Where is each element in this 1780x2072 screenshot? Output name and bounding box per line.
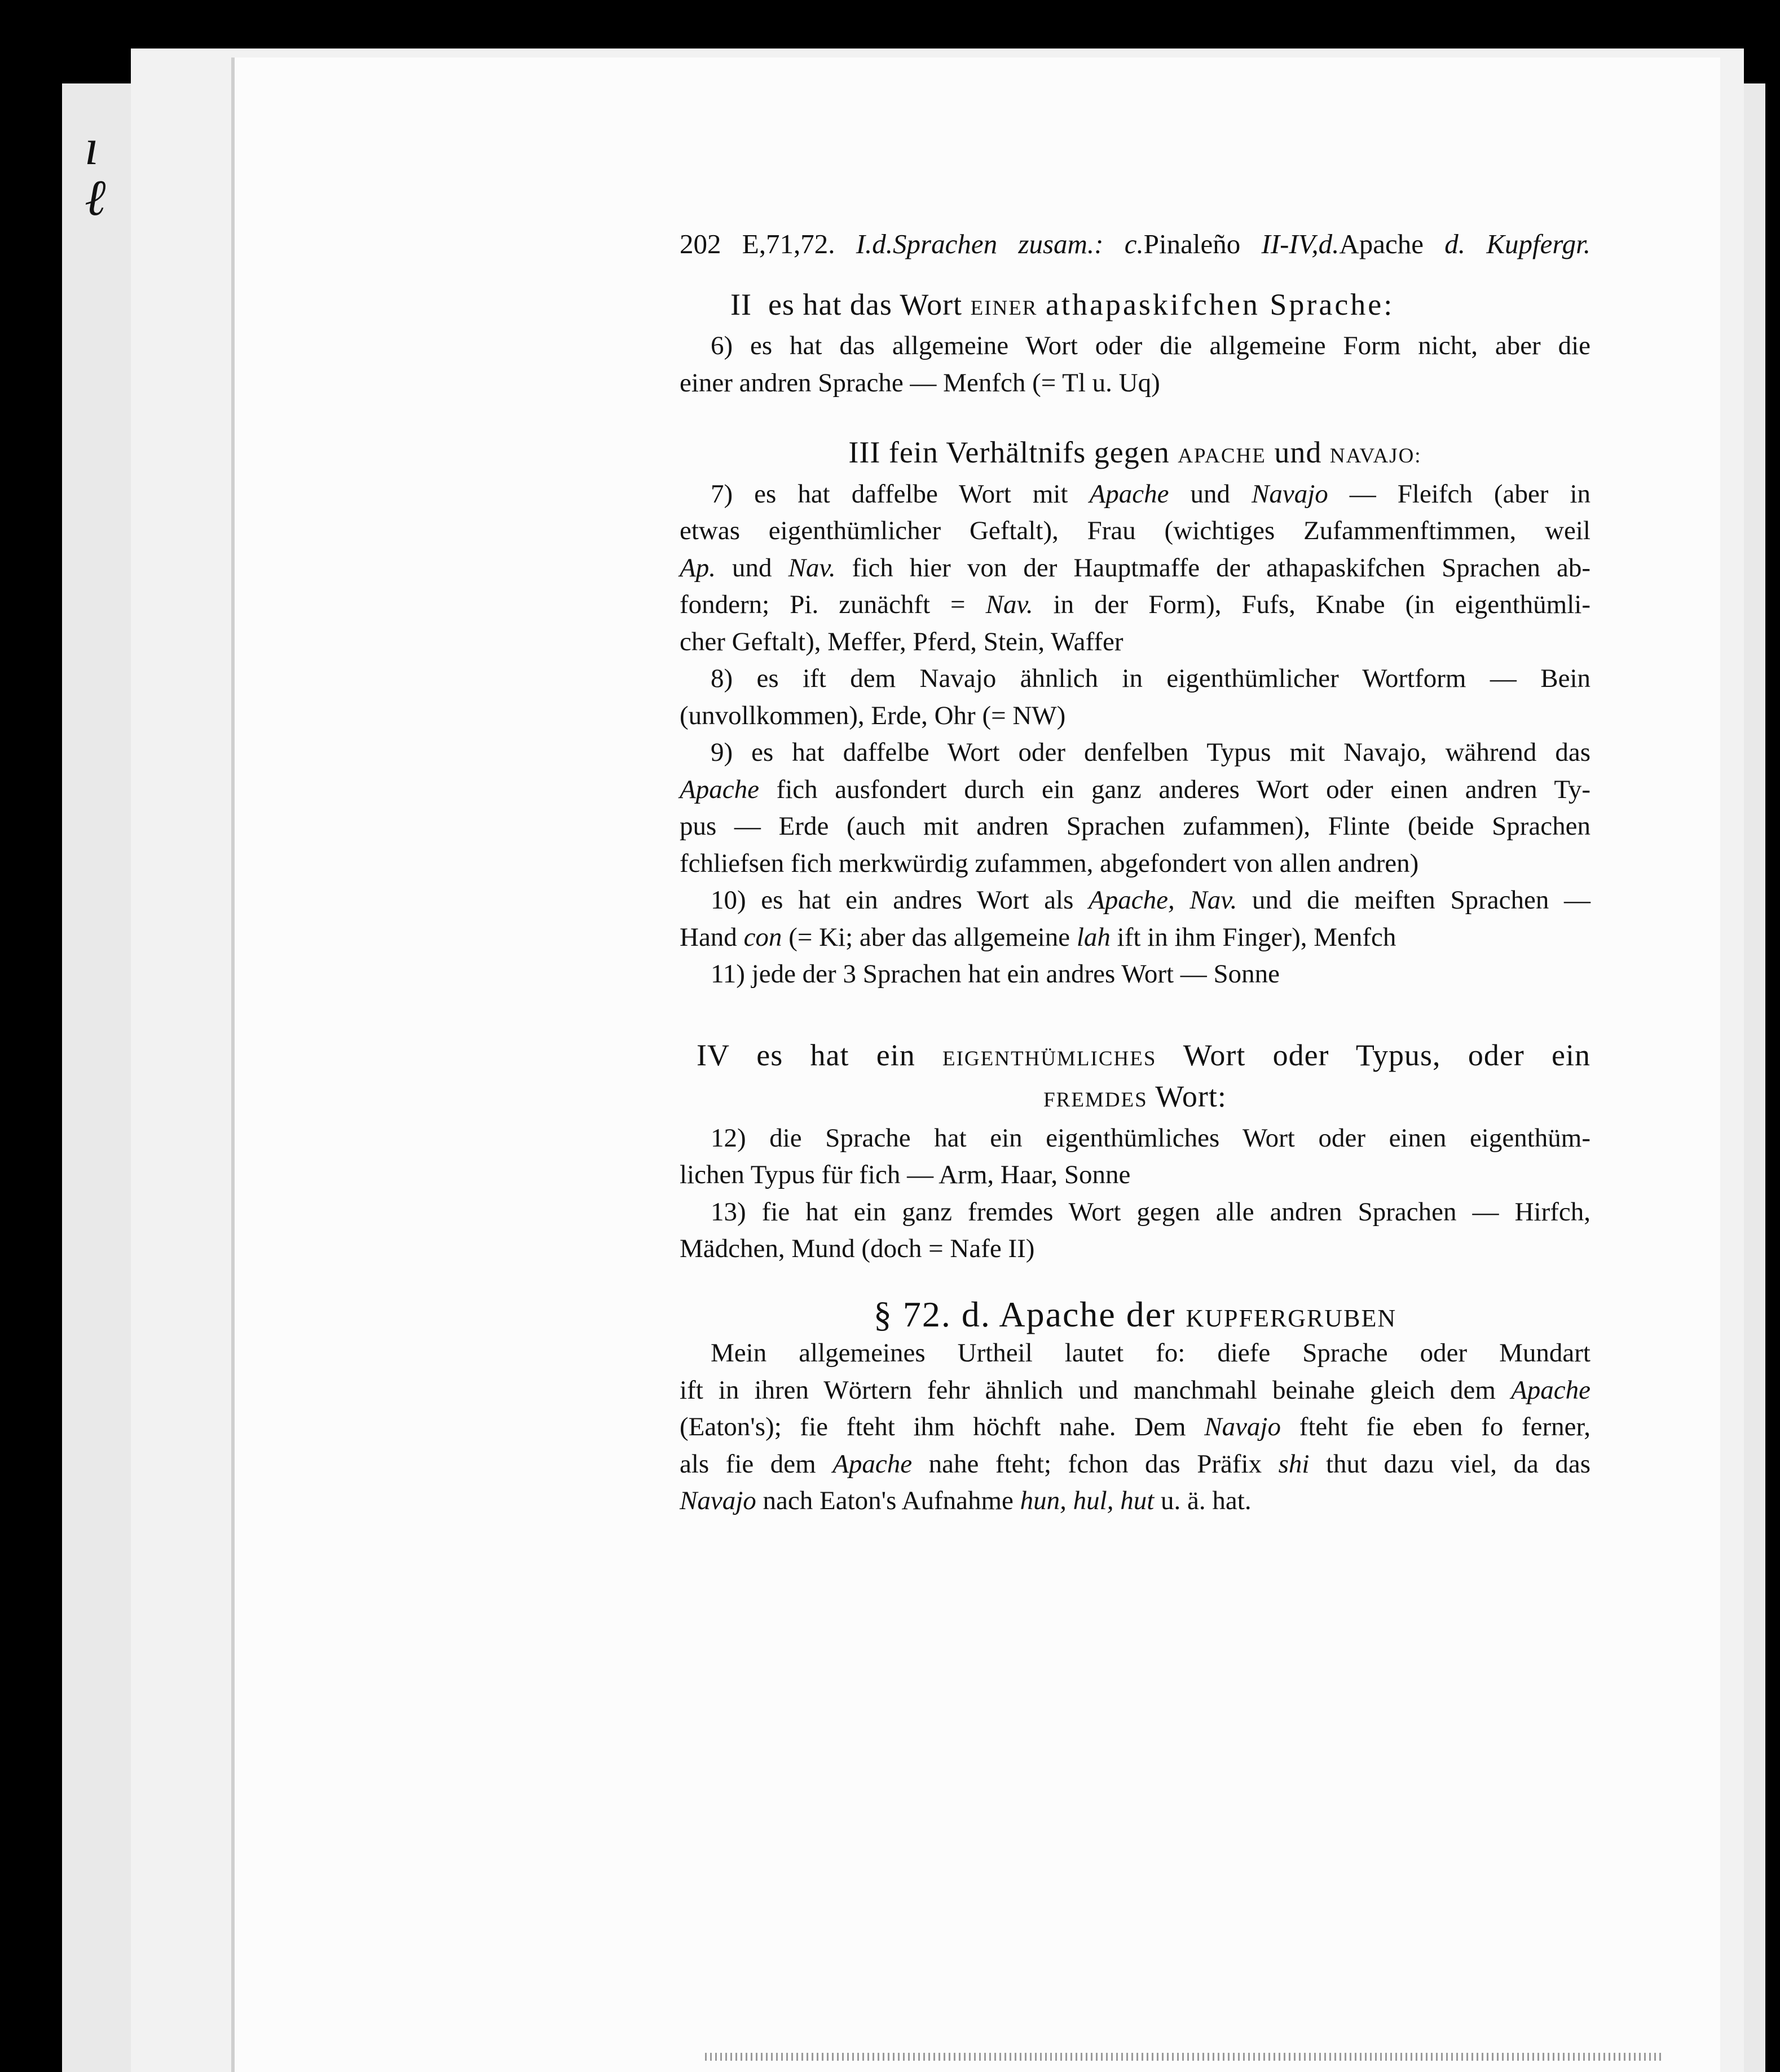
item-6-line: einer andren Sprache — Menfch (= Tl u. Uq) xyxy=(680,368,1160,398)
item-11-line: 11) jede der 3 Sprachen hat ein andres Wort — Sonne xyxy=(711,959,1280,989)
text-run: thut dazu viel, da das xyxy=(1325,1449,1591,1479)
item-7-line xyxy=(680,587,1590,624)
heading-number: II xyxy=(730,287,752,321)
text-run: con xyxy=(743,922,782,952)
item-6-line: 6) es hat das allgemeine Wort oder die allgemeine Form nicht, aber die xyxy=(711,331,1590,360)
rh-part: Pinaleño xyxy=(1143,228,1241,259)
page-edge xyxy=(231,58,235,2072)
page-text xyxy=(680,226,1590,1520)
text-run: fteht fie eben fo ferner, xyxy=(1299,1412,1591,1441)
text-run: in der Form), Fufs, Knabe (in eigenthümli- xyxy=(1053,590,1590,619)
rh-part: Sprachen zusam.: xyxy=(893,228,1104,259)
item-12-line: 12) die Sprache hat ein eigenthümliches Wort oder einen eigenthüm- xyxy=(711,1123,1590,1153)
text-run: als fie dem xyxy=(680,1449,816,1479)
heading-IV xyxy=(680,1037,1590,1074)
text-run: und xyxy=(732,553,772,583)
heading-smallcaps: EIGENTHÜMLICHES xyxy=(942,1047,1157,1070)
item-8-line: (unvollkommen), Erde, Ohr (= NW) xyxy=(680,700,1066,730)
item-9-line: pus — Erde (auch mit andren Sprachen zufammen), Flinte (beide Sprachen xyxy=(680,812,1590,841)
text-run: fich hier von der Hauptmaffe der athapaskifchen Sprachen ab- xyxy=(852,553,1591,583)
text-run: Hand xyxy=(680,922,737,952)
heading-smallcaps: NAVAJO: xyxy=(1329,444,1422,468)
text-run: und die meiften Sprachen — xyxy=(1252,885,1590,915)
rh-part: Apache xyxy=(1339,228,1424,259)
text-run: Apache xyxy=(1089,479,1169,509)
heading-II xyxy=(680,286,1590,324)
section-72-heading xyxy=(680,1296,1590,1333)
running-head xyxy=(680,226,1590,263)
heading-IV-cont xyxy=(680,1078,1590,1116)
paragraph-line xyxy=(680,1446,1590,1483)
text-run: u. ä. hat. xyxy=(1161,1486,1252,1515)
text-run: lah xyxy=(1076,922,1111,952)
heading-text: Wort: xyxy=(1155,1079,1227,1113)
heading-text: es hat das Wort xyxy=(768,287,963,321)
text-run: Ap. xyxy=(680,553,716,583)
rh-part: c. xyxy=(1124,228,1144,259)
text-run: Apache, Nav. xyxy=(1089,885,1237,915)
paragraph-line xyxy=(680,1483,1590,1520)
text-run: — Fleifch (aber in xyxy=(1349,479,1591,509)
rh-part: I.d. xyxy=(856,228,893,259)
text-run: Navajo xyxy=(1251,479,1328,509)
heading-number: IV xyxy=(697,1038,730,1072)
text-run: Apache xyxy=(1511,1375,1590,1405)
heading-smallcaps: FREMDES xyxy=(1043,1088,1148,1112)
text-run: nahe fteht; fchon das Präfix xyxy=(928,1449,1262,1479)
item-9-line xyxy=(680,772,1590,809)
heading-smallcaps: EINER xyxy=(970,296,1038,320)
heading-III xyxy=(680,434,1590,471)
text-run: Nav. xyxy=(985,590,1033,619)
text-run: Apache xyxy=(680,774,759,804)
item-7-line: cher Geftalt), Meffer, Pferd, Stein, Waffer xyxy=(680,627,1123,656)
heading-text: § 72. d. Apache der xyxy=(873,1294,1176,1334)
item-13-line: 13) fie hat ein ganz fremdes Wort gegen alle andren Sprachen — Hirfch, xyxy=(711,1197,1590,1227)
heading-text: athapaskifchen Sprache: xyxy=(1046,287,1395,321)
heading-smallcaps: KUPFERGRUBEN xyxy=(1186,1304,1397,1332)
item-7-line xyxy=(680,550,1590,587)
heading-text: Wort oder Typus, oder ein xyxy=(1183,1038,1590,1072)
text-run: Navajo xyxy=(680,1486,756,1515)
text-run: (= Ki; aber das allgemeine xyxy=(788,922,1070,952)
text-run: Apache xyxy=(832,1449,913,1479)
rh-part: d. Kupfergr. xyxy=(1444,228,1590,259)
text-run: Nav. xyxy=(788,553,836,583)
paragraph-line xyxy=(680,1372,1590,1409)
text-run: nach Eaton's Aufnahme xyxy=(763,1486,1014,1515)
heading-text: und xyxy=(1274,435,1322,469)
text-run: 10) es hat ein andres Wort als xyxy=(711,885,1074,915)
scan-mark: ℓ xyxy=(85,170,106,226)
text-run: und xyxy=(1190,479,1230,509)
text-run: Navajo xyxy=(1204,1412,1281,1441)
rh-ref: E,71,72. xyxy=(742,228,835,259)
item-9-line: fchliefsen fich merkwürdig zufammen, abgefondert von allen andren) xyxy=(680,848,1419,878)
text-run: shi xyxy=(1278,1449,1310,1479)
item-7-line xyxy=(680,476,1590,513)
rh-part: II-IV,d. xyxy=(1261,228,1340,259)
heading-number: III xyxy=(848,435,881,469)
item-8-line: 8) es ift dem Navajo ähnlich in eigenthümlicher Wortform — Bein xyxy=(711,664,1590,693)
text-run: hun, hul, hut xyxy=(1020,1486,1155,1515)
item-7-line: etwas eigenthümlicher Geftalt), Frau (wichtiges Zufammenftimmen, weil xyxy=(680,516,1590,545)
heading-text: fein Verhältnifs gegen xyxy=(888,435,1170,469)
scan-noise xyxy=(705,2053,1664,2061)
text-run: fondern; Pi. zunächft = xyxy=(680,590,966,619)
text-run: ift in ihren Wörtern fehr ähnlich und manchmahl beinahe gleich dem xyxy=(680,1375,1496,1405)
item-12-line: lichen Typus für fich — Arm, Haar, Sonne xyxy=(680,1160,1131,1189)
text-run: ift in ihm Finger), Menfch xyxy=(1117,922,1396,952)
paragraph-line: Mein allgemeines Urtheil lautet fo: diefe Sprache oder Mundart xyxy=(711,1338,1590,1368)
page-number: 202 xyxy=(680,228,721,259)
heading-smallcaps: APACHE xyxy=(1178,444,1266,468)
item-10-line xyxy=(680,919,1590,956)
item-10-line xyxy=(680,882,1590,919)
heading-text: es hat ein xyxy=(756,1038,915,1072)
item-9-line: 9) es hat daffelbe Wort oder denfelben Typus mit Navajo, während das xyxy=(711,738,1590,767)
text-run: fich ausfondert durch ein ganz anderes Wort oder einen andren Ty- xyxy=(776,774,1591,804)
text-run: 7) es hat daffelbe Wort mit xyxy=(711,479,1068,509)
item-13-line: Mädchen, Mund (doch = Nafe II) xyxy=(680,1234,1035,1263)
spacer xyxy=(680,993,1590,1020)
paragraph-line xyxy=(680,1409,1590,1446)
text-run: (Eaton's); fie fteht ihm höchft nahe. Dem xyxy=(680,1412,1186,1441)
scan-mark: ı xyxy=(85,120,99,175)
